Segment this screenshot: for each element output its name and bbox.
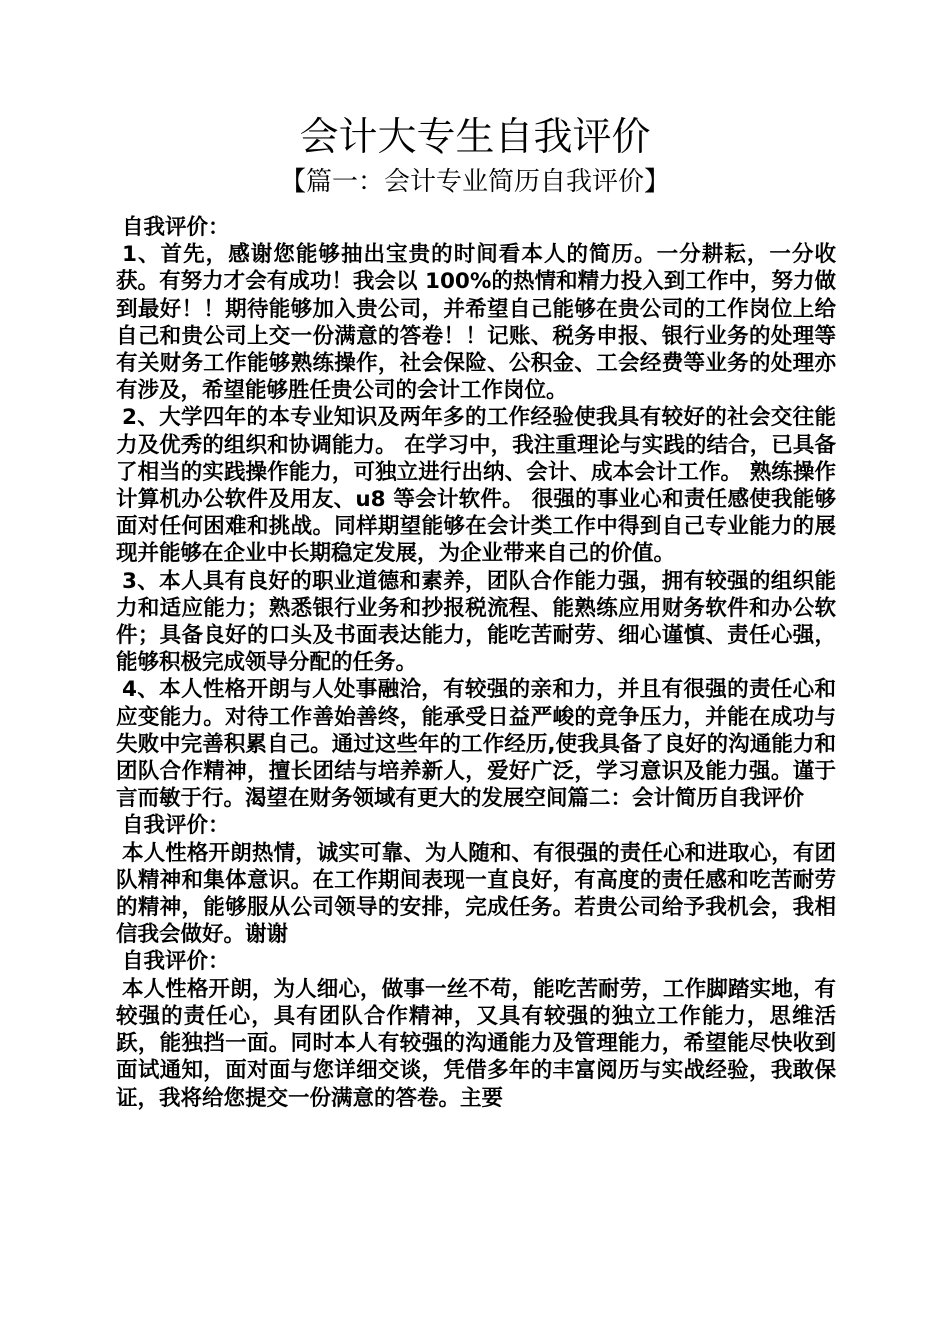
- document-subtitle: 【篇一：会计专业简历自我评价】: [279, 167, 670, 197]
- paragraph-point-2: 2、大学四年的本专业知识及两年多的工作经验使我具有较好的社会交往能力及优秀的组织和协调能力。 在学习中，我注重理论与实践的结合，已具备了相当的实践操作能力，可独立进行出纳、会计、成本会计工作。 熟练操作计算机办公软件及用友、u8 等会计软件。 很强的事业心和责任感使我能够面对任何困难和挑战。同样期望能够在会计类工作中得到自己专业能力的展现并能够在企业中长期稳定发展，为企业带来自己的价值。: [116, 405, 836, 567]
- section-heading-self-evaluation: 自我评价：: [122, 813, 230, 839]
- paragraph-point-1: 1、首先，感谢您能够抽出宝贵的时间看本人的简历。一分耕耘，一分收获。有努力才会有成功！我会以 100%的热情和精力投入到工作中，努力做到最好！！期待能够加入贵公司，并希望自己能够在贵公司的工作岗位上给自己和贵公司上交一份满意的答卷！！记账、税务申报、银行业务的处理等有关财务工作能够熟练操作，社会保险、公积金、工会经费等业务的处理亦有涉及，希望能够胜任贵公司的会计工作岗位。: [116, 242, 836, 404]
- paragraph-point-3: 3、本人具有良好的职业道德和素养，团队合作能力强，拥有较强的组织能力和适应能力；熟悉银行业务和抄报税流程、能熟练应用财务软件和办公软件；具备良好的口头及书面表达能力，能吃苦耐劳、细心谨慎、责任心强，能够积极完成领导分配的任务。: [116, 568, 836, 676]
- paragraph-evaluation-b: 本人性格开朗，为人细心，做事一丝不苟，能吃苦耐劳，工作脚踏实地，有较强的责任心，具有团队合作精神，又具有较强的独立工作能力，思维活跃，能独挡一面。同时本人有较强的沟通能力及管理能力，希望能尽快收到面试通知，面对面与您详细交谈，凭借多年的丰富阅历与实战经验，我敢保证，我将给您提交一份满意的答卷。主要: [116, 976, 836, 1111]
- document-body: [116, 214, 836, 1112]
- paragraph-evaluation-a: 本人性格开朗热情，诚实可靠、为人随和、有很强的责任心和进取心，有团队精神和集体意识。在工作期间表现一直良好，有高度的责任感和吃苦耐劳的精神，能够服从公司领导的安排，完成任务。若贵公司给予我机会，我相信我会做好。谢谢: [116, 840, 836, 948]
- document-title: 会计大专生自我评价: [299, 115, 651, 160]
- section-heading-self-evaluation: 自我评价：: [122, 949, 230, 975]
- section-heading-self-evaluation: 自我评价：: [122, 215, 230, 240]
- paragraph-point-4: 4、本人性格开朗与人处事融洽，有较强的亲和力，并且有很强的责任心和应变能力。对待工作善始善终，能承受日益严峻的竞争压力，并能在成功与失败中完善积累自己。通过这些年的工作经历,使我具备了良好的沟通能力和团队合作精神，擅长团结与培养新人，爱好广泛，学习意识及能力强。谨于言而敏于行。渴望在财务领域有更大的发展空间篇二：会计简历自我评价: [116, 677, 836, 812]
